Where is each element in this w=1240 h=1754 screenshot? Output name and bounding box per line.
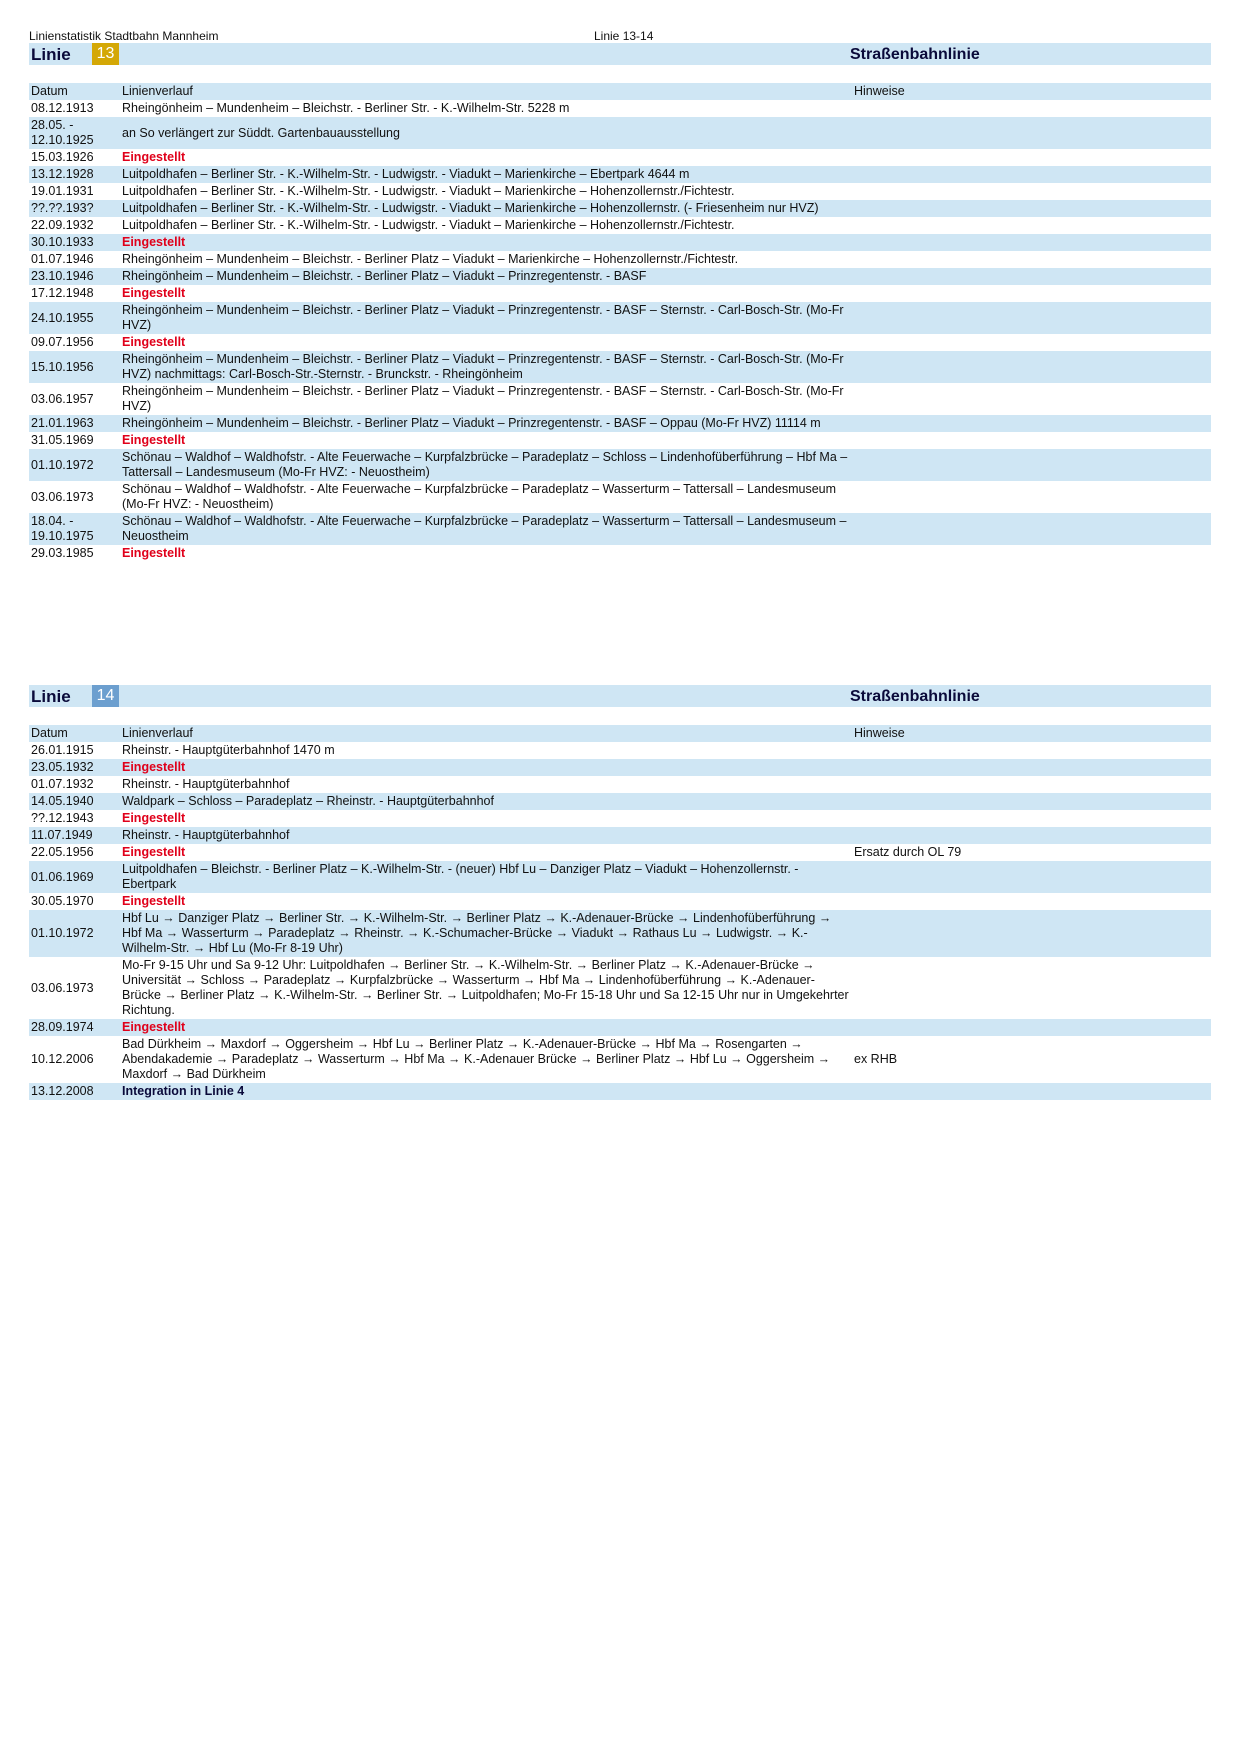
- route-cell: Schönau – Waldhof – Waldhofstr. - Alte Feuerwache – Kurpfalzbrücke – Paradeplatz – Wasserturm – Tattersall – Landesmuseum (Mo-Fr HVZ: - Neuostheim): [122, 482, 837, 511]
- date-cell: ??.12.1943: [31, 811, 94, 825]
- date-cell: 01.07.1932: [31, 777, 94, 791]
- note-cell: [852, 481, 1211, 513]
- table-row: [29, 117, 1211, 149]
- date-cell: 03.06.1957: [31, 391, 94, 406]
- note-cell: [852, 149, 1211, 166]
- line-type: Straßenbahnlinie: [850, 688, 980, 705]
- column-header-note: Hinweise: [852, 725, 1211, 742]
- note-cell: [852, 415, 1211, 432]
- date-cell: 26.01.1915: [31, 743, 94, 757]
- route-cell: Schönau – Waldhof – Waldhofstr. - Alte Feuerwache – Kurpfalzbrücke – Paradeplatz – Wasserturm – Tattersall – Landesmuseum – Neuostheim: [120, 513, 852, 545]
- line-history-table: [29, 725, 1211, 1100]
- date-cell: 15.10.1956: [29, 351, 120, 383]
- table-row: [29, 166, 1211, 183]
- date-cell: 08.12.1913: [31, 101, 94, 115]
- date-cell: 29.03.1985: [31, 546, 94, 560]
- note-cell: [852, 893, 1211, 910]
- date-cell: 09.07.1956: [31, 335, 94, 349]
- note-cell: [852, 383, 1211, 415]
- note-cell: [852, 268, 1211, 285]
- table-row: [29, 1036, 1211, 1083]
- note-cell: [852, 861, 1211, 893]
- table-row: [29, 1083, 1211, 1100]
- status-cell: Eingestellt: [122, 286, 186, 300]
- route-cell: Luitpoldhafen – Berliner Str. - K.-Wilhelm-Str. - Ludwigstr. - Viadukt – Marienkirche – Hohenzollernstr. (- Friesenheim nur HVZ): [120, 200, 852, 217]
- route-cell: Rheingönheim – Mundenheim – Bleichstr. - Berliner Platz – Viadukt – Prinzregentenstr. - BASF – Oppau (Mo-Fr HVZ) 11114 m: [120, 415, 852, 432]
- route-cell: Rheingönheim – Mundenheim – Bleichstr. - Berliner Platz – Viadukt – Prinzregentenstr. - BASF – Sternstr. - Carl-Bosch-Str. (Mo-Fr HVZ): [122, 384, 844, 413]
- table-row: [29, 910, 1211, 957]
- date-cell: 28.09.1974: [29, 1019, 120, 1036]
- date-cell: 13.12.2008: [29, 1083, 120, 1100]
- note-cell: [852, 957, 1211, 1019]
- table-row: [29, 285, 1211, 302]
- table-row: [29, 827, 1211, 844]
- table-row: [29, 893, 1211, 910]
- note-cell: [852, 1083, 1211, 1100]
- note-cell: [852, 334, 1211, 351]
- date-cell: 03.06.1973: [31, 489, 94, 504]
- route-cell: Rheingönheim – Mundenheim – Bleichstr. - Berliner Platz – Viadukt – Prinzregentenstr. - BASF – Sternstr. - Carl-Bosch-Str. (Mo-Fr HVZ): [120, 302, 852, 334]
- note-cell: [852, 827, 1211, 844]
- table-row: [29, 861, 1211, 893]
- route-cell: Schönau – Waldhof – Waldhofstr. - Alte Feuerwache – Kurpfalzbrücke – Paradeplatz – Schloss – Lindenhofüberführung – Hbf Ma – Tattersall – Landesmuseum (Mo-Fr HVZ: - Neuostheim): [120, 449, 852, 481]
- date-cell: 23.05.1932: [29, 759, 120, 776]
- date-cell: 10.12.2006: [31, 1052, 94, 1066]
- table-row: [29, 776, 1211, 793]
- note-cell: [852, 166, 1211, 183]
- date-cell: 11.07.1949: [29, 827, 120, 844]
- date-cell: 24.10.1955: [29, 302, 120, 334]
- note-cell: [852, 449, 1211, 481]
- page-label: Linie 13-14: [594, 29, 654, 43]
- table-row: [29, 742, 1211, 759]
- status-cell: Eingestellt: [122, 433, 186, 447]
- column-header-date: Datum: [29, 83, 120, 100]
- date-cell: 22.05.1956: [31, 845, 94, 859]
- table-row: [29, 251, 1211, 268]
- note-cell: [852, 302, 1211, 334]
- table-row: [29, 200, 1211, 217]
- table-header-row: [29, 83, 1211, 100]
- table-row: [29, 334, 1211, 351]
- route-cell: Integration in Linie 4: [120, 1083, 852, 1100]
- document-title: Linienstatistik Stadtbahn Mannheim: [29, 29, 219, 43]
- route-cell: Hbf Lu → Danziger Platz → Berliner Str. → K.-Wilhelm-Str. → Berliner Platz → K.-Adenauer-Brücke → Lindenhofüberführung → Hbf Ma → Wasserturm → Paradeplatz → Rheinstr. → K.-Schumacher-Brücke → Viadukt → Rathaus Lu → Ludwigstr. → K.-Wilhelm-Str. → Hbf Lu (Mo-Fr 8-19 Uhr): [120, 910, 852, 957]
- note-cell: [852, 742, 1211, 759]
- table-row: [29, 957, 1211, 1019]
- note-cell: [852, 910, 1211, 957]
- date-cell: 30.05.1970: [31, 894, 94, 908]
- route-cell: Rheinstr. - Hauptgüterbahnhof 1470 m: [122, 743, 335, 757]
- status-cell: Eingestellt: [122, 811, 186, 825]
- column-header-note: Hinweise: [852, 83, 1211, 100]
- status-cell: Eingestellt: [120, 234, 852, 251]
- table-row: [29, 183, 1211, 200]
- date-cell: 30.10.1933: [29, 234, 120, 251]
- date-cell: 13.12.1928: [29, 166, 120, 183]
- table-row: [29, 449, 1211, 481]
- table-row: [29, 100, 1211, 117]
- line-label: Linie: [31, 45, 71, 64]
- route-cell: Rheingönheim – Mundenheim – Bleichstr. - Berliner Str. - K.-Wilhelm-Str. 5228 m: [122, 101, 570, 115]
- date-cell: 31.05.1969: [31, 433, 94, 447]
- table-row: [29, 351, 1211, 383]
- date-cell: 03.06.1973: [31, 980, 94, 995]
- status-cell: Eingestellt: [122, 845, 186, 859]
- route-cell: Rheingönheim – Mundenheim – Bleichstr. - Berliner Platz – Viadukt – Marienkirche – Hohenzollernstr./Fichtestr.: [122, 252, 739, 266]
- line-13-section: [29, 43, 1211, 562]
- line-number-badge: 13: [92, 43, 119, 65]
- table-row: [29, 234, 1211, 251]
- route-cell: Mo-Fr 9-15 Uhr und Sa 9-12 Uhr: Luitpoldhafen → Berliner Str. → K.-Wilhelm-Str. → Berliner Platz → K.-Adenauer-Brücke → Universität → Schloss → Paradeplatz → Kurpfalzbrücke → Wasserturm → Hbf Ma → Lindenhofüberführung → K.-Adenauer-Brücke → Berliner Platz → K.-Wilhelm-Str. → Berliner Str. → Luitpoldhafen; Mo-Fr 15-18 Uhr und Sa 12-15 Uhr nur in Umgekehrter Richtung.: [122, 958, 849, 1017]
- note-cell: [852, 217, 1211, 234]
- table-header-row: [29, 725, 1211, 742]
- date-cell: 21.01.1963: [29, 415, 120, 432]
- route-cell: Rheingönheim – Mundenheim – Bleichstr. - Berliner Platz – Viadukt – Prinzregentenstr. - BASF – Sternstr. - Carl-Bosch-Str. (Mo-Fr HVZ) nachmittags: Carl-Bosch-Str.-Sternstr. - Brunckstr. - Rheingönheim: [120, 351, 852, 383]
- note-cell: ex RHB: [854, 1052, 898, 1066]
- route-cell: Luitpoldhafen – Bleichstr. - Berliner Platz – K.-Wilhelm-Str. - (neuer) Hbf Lu – Danziger Platz – Viadukt – Hohenzollernstr. - Ebertpark: [120, 861, 852, 893]
- table-row: [29, 481, 1211, 513]
- note-cell: [852, 351, 1211, 383]
- table-row: [29, 302, 1211, 334]
- line-title-bar: [29, 43, 1211, 65]
- line-type: Straßenbahnlinie: [850, 46, 980, 63]
- date-cell: 17.12.1948: [31, 286, 94, 300]
- status-cell: Eingestellt: [122, 150, 186, 164]
- note-cell: [852, 793, 1211, 810]
- note-cell: [852, 810, 1211, 827]
- table-row: [29, 432, 1211, 449]
- date-cell: 28.05. - 12.10.1925: [29, 117, 120, 149]
- note-cell: [852, 432, 1211, 449]
- page-header: [29, 29, 1209, 43]
- column-header-date: Datum: [29, 725, 120, 742]
- status-cell: Eingestellt: [122, 894, 186, 908]
- date-cell: ??.??.193?: [29, 200, 120, 217]
- line-14-section: [29, 685, 1211, 1100]
- date-cell: 23.10.1946: [29, 268, 120, 285]
- note-cell: [852, 513, 1211, 545]
- table-row: [29, 513, 1211, 545]
- column-header-route: Linienverlauf: [120, 725, 852, 742]
- table-row: [29, 415, 1211, 432]
- note-cell: [852, 1019, 1211, 1036]
- date-cell: 15.03.1926: [31, 150, 94, 164]
- note-cell: [852, 545, 1211, 562]
- line-number-badge: 14: [92, 685, 119, 707]
- date-cell: 01.10.1972: [29, 449, 120, 481]
- date-cell: 22.09.1932: [31, 218, 94, 232]
- route-cell: Luitpoldhafen – Berliner Str. - K.-Wilhelm-Str. - Ludwigstr. - Viadukt – Marienkirche – Ebertpark 4644 m: [120, 166, 852, 183]
- table-row: [29, 793, 1211, 810]
- date-cell: 19.01.1931: [31, 184, 94, 198]
- table-row: [29, 1019, 1211, 1036]
- route-cell: Rheinstr. - Hauptgüterbahnhof: [122, 777, 290, 791]
- note-cell: [852, 285, 1211, 302]
- date-cell: 01.06.1969: [29, 861, 120, 893]
- date-cell: 14.05.1940: [29, 793, 120, 810]
- column-header-route: Linienverlauf: [120, 83, 852, 100]
- line-title-bar: [29, 685, 1211, 707]
- table-row: [29, 810, 1211, 827]
- date-cell: 18.04. - 19.10.1975: [29, 513, 120, 545]
- note-cell: [852, 200, 1211, 217]
- note-cell: [852, 234, 1211, 251]
- note-cell: [852, 759, 1211, 776]
- status-cell: Eingestellt: [120, 1019, 852, 1036]
- note-cell: [852, 183, 1211, 200]
- route-cell: Luitpoldhafen – Berliner Str. - K.-Wilhelm-Str. - Ludwigstr. - Viadukt – Marienkirche – Hohenzollernstr./Fichtestr.: [122, 218, 735, 232]
- route-cell: Bad Dürkheim → Maxdorf → Oggersheim → Hbf Lu → Berliner Platz → K.-Adenauer-Brücke → Hbf Ma → Rosengarten → Abendakademie → Paradeplatz → Wasserturm → Hbf Ma → K.-Adenauer Brücke → Berliner Platz → Hbf Lu → Oggersheim → Maxdorf → Bad Dürkheim: [122, 1037, 831, 1081]
- table-row: [29, 759, 1211, 776]
- route-cell: Rheinstr. - Hauptgüterbahnhof: [120, 827, 852, 844]
- table-row: [29, 217, 1211, 234]
- date-cell: 01.07.1946: [31, 252, 94, 266]
- status-cell: Eingestellt: [122, 546, 186, 560]
- table-row: [29, 844, 1211, 861]
- note-cell: [852, 776, 1211, 793]
- table-row: [29, 149, 1211, 166]
- line-label: Linie: [31, 687, 71, 706]
- table-row: [29, 268, 1211, 285]
- table-row: [29, 383, 1211, 415]
- date-cell: 01.10.1972: [29, 910, 120, 957]
- route-cell: an So verlängert zur Süddt. Gartenbauausstellung: [120, 117, 852, 149]
- note-cell: Ersatz durch OL 79: [854, 845, 962, 859]
- note-cell: [852, 117, 1211, 149]
- table-row: [29, 545, 1211, 562]
- status-cell: Eingestellt: [120, 759, 852, 776]
- route-cell: Waldpark – Schloss – Paradeplatz – Rheinstr. - Hauptgüterbahnhof: [120, 793, 852, 810]
- route-cell: Rheingönheim – Mundenheim – Bleichstr. - Berliner Platz – Viadukt – Prinzregentenstr. - BASF: [120, 268, 852, 285]
- note-cell: [852, 100, 1211, 117]
- line-history-table: [29, 83, 1211, 562]
- note-cell: [852, 251, 1211, 268]
- route-cell: Luitpoldhafen – Berliner Str. - K.-Wilhelm-Str. - Ludwigstr. - Viadukt – Marienkirche – Hohenzollernstr./Fichtestr.: [122, 184, 735, 198]
- status-cell: Eingestellt: [122, 335, 186, 349]
